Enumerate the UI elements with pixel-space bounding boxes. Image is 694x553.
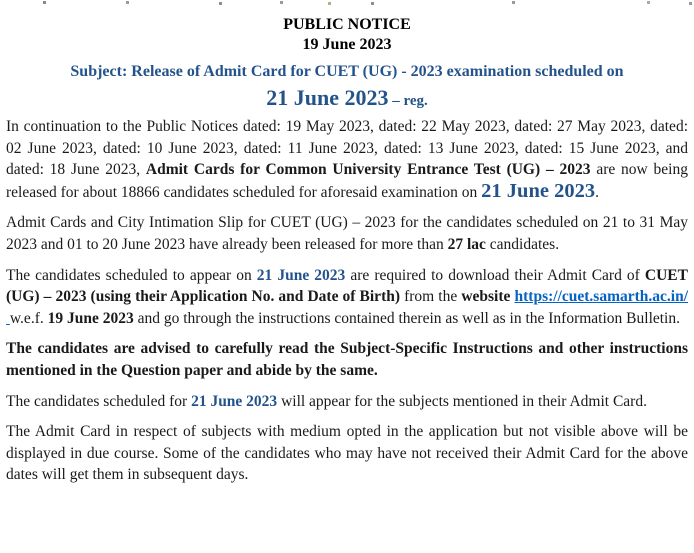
text-run: are now being released for about 18866 candidates scheduled for aforesaid examination on — [6, 161, 688, 201]
notice-paragraph — [6, 116, 688, 203]
text-run: CUET (UG) – 2023 (using their Application No. and Date of Birth) — [6, 266, 688, 306]
text-run: Admit Cards and City Intimation Slip for CUET (UG) – 2023 for the candidates scheduled on 21 to 31 May 2023 and 01 to 20 June 2023 have already been released for more than — [6, 214, 688, 253]
samarth-portal-link[interactable]: https://cuet.samarth.ac.in/ — [514, 288, 689, 306]
notice-paragraph — [6, 265, 688, 330]
text-run: are required to download their Admit Card of — [345, 266, 645, 284]
text-run: The Admit Card in respect of subjects with medium opted in the application but not visible above will be displayed in due course. Some of the candidates who may have not received their Admit Card for the above dates will get them in subsequent days. — [6, 423, 688, 484]
notice-paragraph — [6, 391, 688, 413]
text-run: from the — [400, 288, 462, 306]
notice-date: 19 June 2023 — [302, 36, 392, 53]
text-run: The candidates are advised to carefully read the Subject-Specific Instructions and other instructions mentioned in the Question paper and abide by the same. — [6, 340, 688, 379]
text-run: candidates. — [485, 235, 560, 253]
subject-reg-suffix: – reg. — [388, 93, 428, 109]
text-run: and go through the instructions contained therein as well as in the Information Bulletin. — [133, 309, 680, 327]
notice-title: PUBLIC NOTICE — [283, 16, 411, 33]
text-run: . — [595, 183, 599, 201]
text-run: The candidates scheduled for — [6, 392, 192, 410]
subject-line: Subject: Release of Admit Card for CUET (UG) - 2023 examination scheduled on — [70, 63, 624, 80]
notice-paragraphs — [6, 116, 688, 486]
text-run: In continuation to the Public Notices dated: 19 May 2023, dated: 22 May 2023, dated: 27 May 2023, dated: 02 June 2023, dated: 10 June 2023, dated: 11 June 2023, dated: 13 June 2023, dated: 15 June 2023, and dated: 18 June 2023, — [6, 118, 688, 179]
text-run: 21 June 2023 — [481, 179, 596, 202]
text-run: 27 lac — [447, 235, 486, 253]
text-run: 21 June 2023 — [191, 392, 278, 410]
notice-paragraph — [6, 421, 688, 486]
text-run: will appear for the subjects mentioned in their Admit Card. — [277, 392, 647, 410]
subject-exam-date-line — [6, 83, 688, 116]
text-run: w.e.f. — [9, 309, 48, 327]
text-run: 21 June 2023 — [256, 266, 346, 284]
notice-paragraph — [6, 338, 688, 381]
notice-paragraph — [6, 212, 688, 255]
text-run: The candidates scheduled to appear on — [6, 266, 257, 284]
text-run: 19 June 2023 — [47, 309, 134, 327]
text-run: website — [461, 288, 511, 306]
text-run: Admit Cards for Common University Entrance Test (UG) – 2023 — [145, 161, 591, 179]
subject-exam-date: 21 June 2023 — [266, 85, 389, 110]
